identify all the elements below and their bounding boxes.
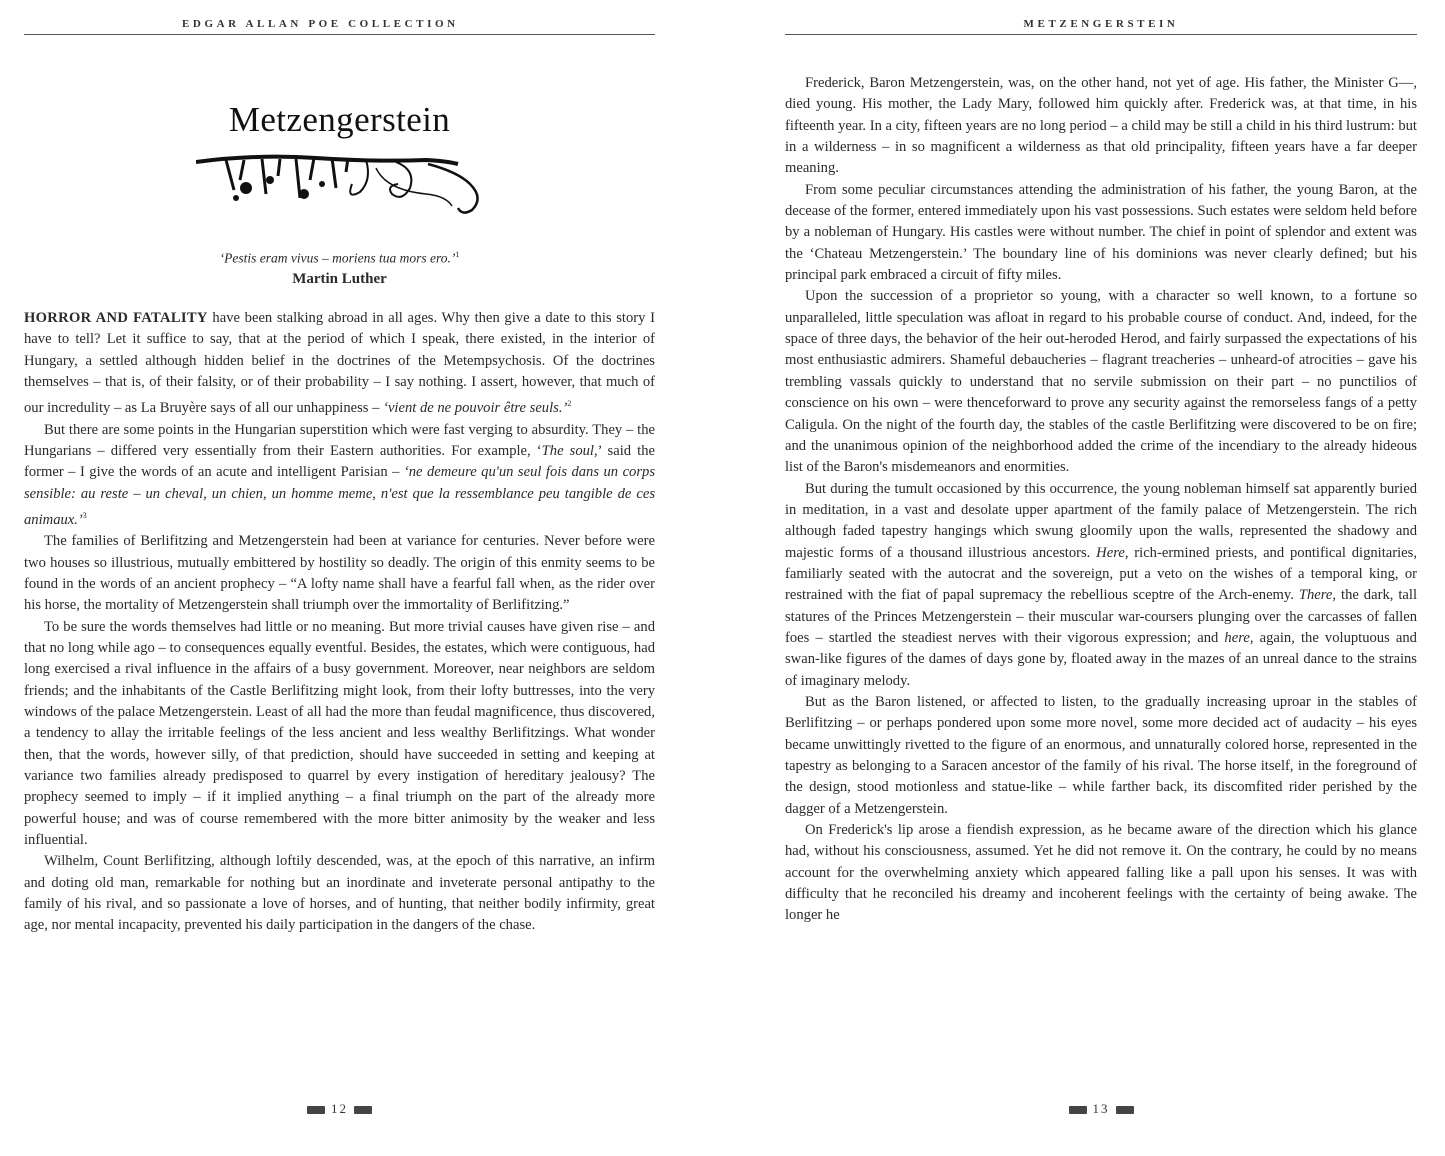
right-body-text <box>785 73 1417 927</box>
paragraph: To be sure the words themselves had little or no meaning. But more trivial causes have given rise – and that no long while ago – to consequences equally eventful. Besides, the estates, which were contiguous, had long exercised a rival influence in the affairs of a busy government. Moreover, near neighbors are seldom friends; and the inhabitants of the Castle Berlifitzing might look, from their lofty buttresses, into the very windows of the palace Metzengerstein. Least of all had the more than feudal magnificence, thus discovered, a tendency to allay the irritable feelings of the less ancient and less wealthy Berlifitzings. What wonder then, that the words, however silly, of that prediction, should have succeeded in setting and keeping at variance two families already predisposed to quarrel by every instigation of hereditary jealousy? The prophecy seemed to imply – if it implied anything – a final triumph on the part of the already more powerful house; and was of course remembered with the more bitter animosity by the weaker and less influential. <box>24 618 655 848</box>
paragraph: But there are some points in the Hungarian superstition which were fast verging to absurdity. They – the Hungarians – differed very essentially from their Eastern authorities. For example, ‘The soul,’ said the former – I give the words of an acute and intelligent Parisian – ‘ne demeure qu'un seul fois dans un corps sensible: au reste – un cheval, un chien, un homme meme, n'est que la ressemblance peu tangible de ces animaux.’$^3$ <box>24 421 655 528</box>
page-number: 12 <box>24 1101 655 1117</box>
folio-ornament-icon <box>1116 1106 1134 1114</box>
folio-ornament-icon <box>1069 1106 1087 1114</box>
paragraph: From some peculiar circumstances attending the administration of his father, the young Baron, at the decease of the former, entered immediately upon his vast possessions. Such estates were seldom held before by a nobleman of Hungary. His castles were without number. The chief in point of splendor and extent was the ‘Chateau Metzengerstein.’ The boundary line of his dominions was never clearly defined; but his principal park embraced a circuit of fifty miles. <box>785 181 1417 284</box>
paragraph: Frederick, Baron Metzengerstein, was, on the other hand, not yet of age. His father, the Minister G—, died young. His mother, the Lady Mary, followed him quickly after. Frederick was, at that time, in his fifteenth year. In a city, fifteen years are no long period – a child may be still a child in his third lustrum: but in a wilderness – in so magnificent a wilderness as that old principality, fifteen years have a far deeper meaning. <box>785 75 1417 177</box>
left-body-text <box>24 308 655 937</box>
footnote-ref[interactable]: 2 <box>567 399 572 409</box>
left-page <box>24 0 655 1156</box>
paragraph: On Frederick's lip arose a fiendish expression, as he became aware of the direction which his glance had, without his consciousness, assumed. Yet he did not remove it. On the contrary, he could by no means account for the overwhelming anxiety which appeared falling like a pall upon his senses. It was with difficulty that he reconciled his dreamy and incoherent feelings with the certainty of being awake. The longer he <box>785 822 1417 924</box>
lead-in-caps: HORROR AND FATALITY <box>24 310 208 326</box>
left-running-head: EDGAR ALLAN POE COLLECTION <box>182 18 459 30</box>
footnote-ref[interactable]: 3 <box>82 510 87 520</box>
folio-ornament-icon <box>307 1106 325 1114</box>
page-number: 13 <box>785 1101 1417 1117</box>
epigraph-author: Martin Luther <box>292 270 387 287</box>
paragraph: The families of Berlifitzing and Metzengerstein had been at variance for centuries. Never before were two houses so illustrious, mutually embittered by hostility so deadly. The origin of this enmity seems to be found in the words of an ancient prophecy – “A lofty name shall have a fearful fall when, as the rider over his horse, the mortality of Metzengerstein shall triumph over the immortality of Berlifitzing.” <box>24 533 655 614</box>
epigraph-quote: ‘Pestis eram vivus – moriens tua mors ero.’ <box>219 250 456 266</box>
right-header-rule <box>785 34 1417 35</box>
right-running-head: METZENGERSTEIN <box>1023 18 1179 30</box>
paragraph: But during the tumult occasioned by this occurrence, the young nobleman himself sat apparently buried in meditation, in a vast and desolate upper apartment of the family palace of Metzengerstein. The rich although faded tapestry hangings which swung gloomily upon the walls, represented the shadowy and majestic forms of a thousand illustrious ancestors. Here, rich-ermined priests, and pontifical dignitaries, familiarly seated with the autocrat and the sovereign, put a veto on the wishes of a temporal king, or restrained with the fiat of papal supremacy the rebellious sceptre of the Arch-enemy. There, the dark, tall statures of the Princes Metzengerstein – their muscular war-coursers plunging over the carcasses of fallen foes – startled the steadiest nerves with their vigorous expression; and here, again, the voluptuous and swan-like figures of the dames of days gone by, floated away in the mazes of an unreal dance to the strains of imaginary melody. <box>785 480 1418 689</box>
paragraph: But as the Baron listened, or affected to listen, to the gradually increasing uproar in the stables of Berlifitzing – or perhaps pondered upon some more novel, some more decided act of audacity – his eyes became unwittingly rivetted to the figure of an enormous, and unnaturally colored horse, represented in the tapestry as belonging to a Saracen ancestor of the family of his rival. The horse itself, in the foreground of the design, stood motionless and statue-like – while farther back, its discomfited rider perished by the dagger of a Metzengerstein. <box>785 693 1417 817</box>
folio-ornament-icon <box>354 1106 372 1114</box>
epigraph <box>24 244 655 290</box>
ink-flourish-ornament-icon <box>196 150 492 220</box>
footnote-ref[interactable]: 1 <box>455 250 460 259</box>
chapter-title: Metzengerstein <box>228 100 451 139</box>
right-page <box>785 0 1417 1156</box>
paragraph: Wilhelm, Count Berlifitzing, although loftily descended, was, at the epoch of this narrative, an infirm and doting old man, remarkable for nothing but an inordinate and inveterate personal antipathy to the family of his rival, and so passionate a love of horses, and of hunting, that neither bodily infirmity, great age, nor mental incapacity, prevented his daily participation in the dangers of the chase. <box>24 853 655 934</box>
paragraph: Upon the succession of a proprietor so young, with a character so well known, to a fortune so unparalleled, little speculation was afloat in regard to his probable course of conduct. And, indeed, for the space of three days, the behavior of the heir out-heroded Herod, and fairly surpassed the expectations of his most enthusiastic admirers. Shameful debaucheries – flagrant treacheries – unheard-of atrocities – gave his trembling vassals quickly to understand that no servile submission on their part – no punctilios of conscience on his own – were thenceforward to prove any security against the remorseless fangs of a petty Caligula. On the night of the fourth day, the stables of the castle Berlifitzing were discovered to be on fire; and the unanimous opinion of the neighborhood added the crime of the incendiary to the already hideous list of the Baron's misdemeanors and enormities. <box>785 288 1417 476</box>
left-header-rule <box>24 34 655 35</box>
paragraph: HORROR AND FATALITY have been stalking abroad in all ages. Why then give a date to this story I have to tell? Let it suffice to say, that at the period of which I speak, there existed, in the interior of Hungary, a settled although hidden belief in the doctrines of the Metempsychosis. Of the doctrines themselves – that is, of their falsity, or of their probability – I say nothing. I assert, however, that much of our incredulity – as La Bruyère says of all our unhappiness – ‘vient de ne pouvoir être seuls.’$^2$ <box>24 310 655 417</box>
